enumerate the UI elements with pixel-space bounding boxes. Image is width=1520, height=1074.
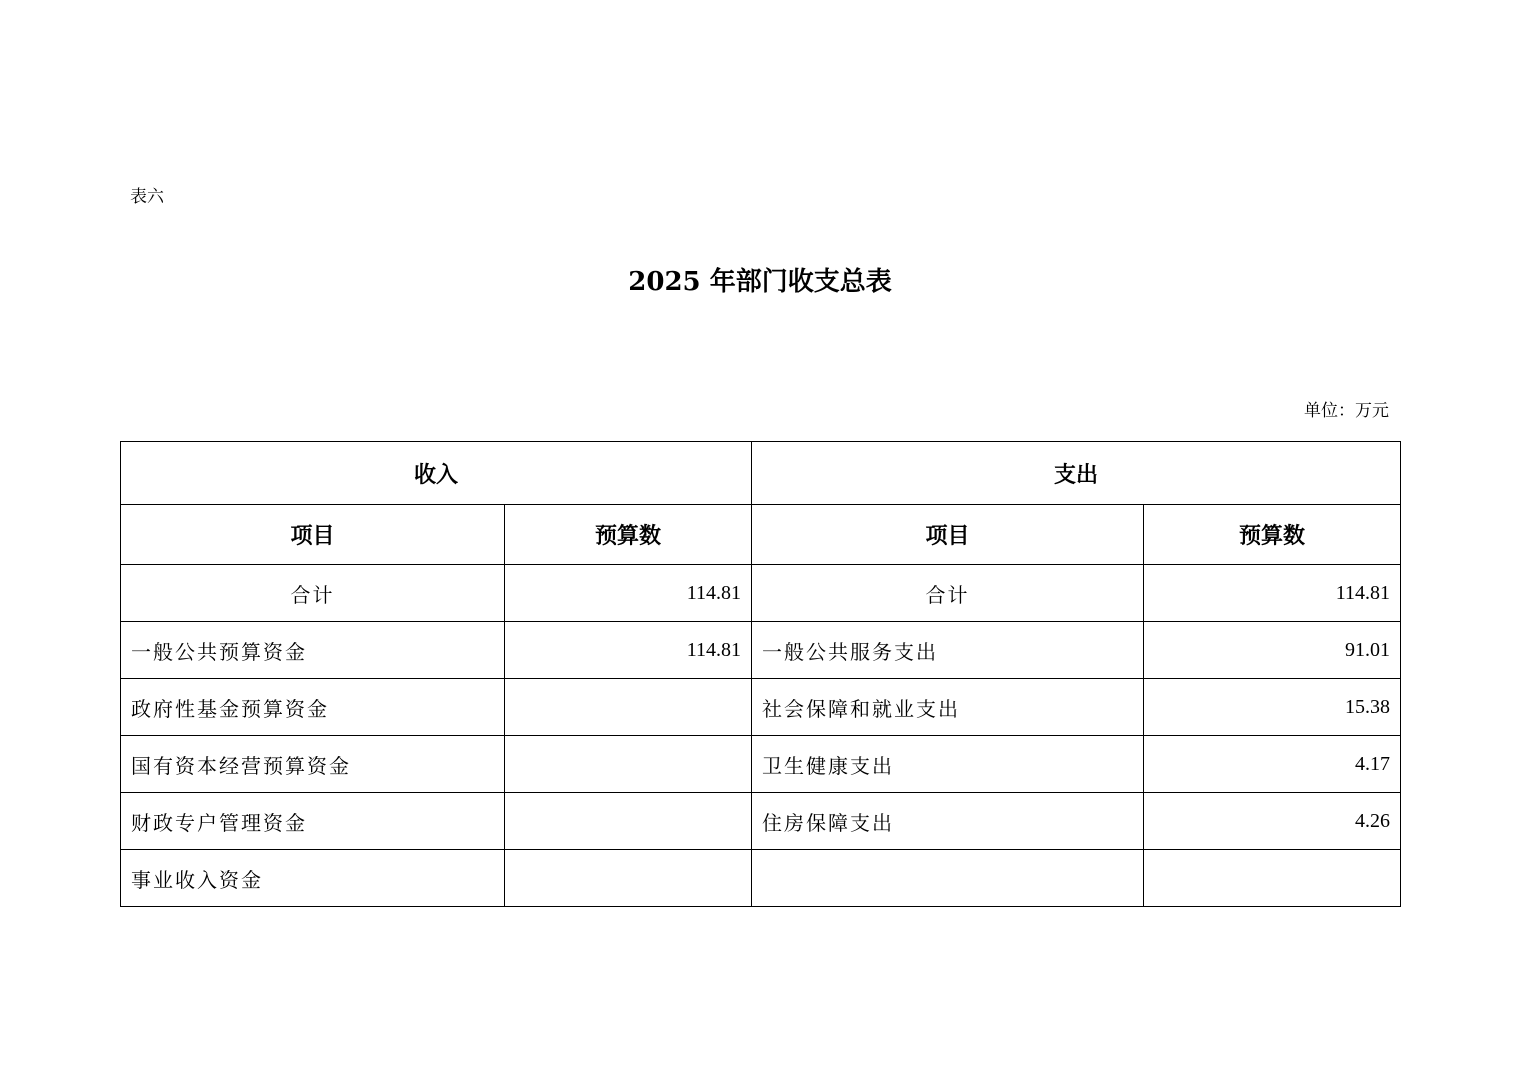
table-row xyxy=(121,850,1401,907)
income-item-header: 项目 xyxy=(121,505,505,565)
page-title: 2025 年部门收支总表 xyxy=(628,267,892,297)
expense-amount-cell: 114.81 xyxy=(1144,565,1401,622)
expense-item-header: 项目 xyxy=(752,505,1144,565)
income-item-cell: 财政专户管理资金 xyxy=(121,793,505,850)
income-amount-cell xyxy=(505,736,752,793)
income-item-cell: 合计 xyxy=(121,565,505,622)
income-amount-cell: 114.81 xyxy=(505,622,752,679)
income-item-cell: 国有资本经营预算资金 xyxy=(121,736,505,793)
expense-amount-cell: 4.26 xyxy=(1144,793,1401,850)
expense-item-cell: 住房保障支出 xyxy=(752,793,1144,850)
table-row xyxy=(121,679,1401,736)
income-amount-cell xyxy=(505,793,752,850)
expense-amount-header: 预算数 xyxy=(1144,505,1401,565)
group-header-row xyxy=(121,442,1401,505)
expense-amount-cell: 4.17 xyxy=(1144,736,1401,793)
expense-amount-cell xyxy=(1144,850,1401,907)
expense-item-cell: 合计 xyxy=(752,565,1144,622)
expense-item-cell: 卫生健康支出 xyxy=(752,736,1144,793)
expense-item-cell xyxy=(752,850,1144,907)
income-amount-cell xyxy=(505,850,752,907)
expense-item-cell: 一般公共服务支出 xyxy=(752,622,1144,679)
unit-label: 单位：万元 xyxy=(1304,401,1389,421)
income-amount-cell xyxy=(505,679,752,736)
budget-summary-table xyxy=(120,441,1401,907)
expense-item-cell: 社会保障和就业支出 xyxy=(752,679,1144,736)
income-amount-header: 预算数 xyxy=(505,505,752,565)
table-row xyxy=(121,622,1401,679)
income-amount-cell: 114.81 xyxy=(505,565,752,622)
total-row xyxy=(121,565,1401,622)
table-row xyxy=(121,736,1401,793)
expense-amount-cell: 91.01 xyxy=(1144,622,1401,679)
table-number-label: 表六 xyxy=(130,187,164,207)
income-item-cell: 政府性基金预算资金 xyxy=(121,679,505,736)
income-group-header: 收入 xyxy=(121,442,752,505)
expense-amount-cell: 15.38 xyxy=(1144,679,1401,736)
expense-group-header: 支出 xyxy=(752,442,1401,505)
table-row xyxy=(121,793,1401,850)
income-item-cell: 事业收入资金 xyxy=(121,850,505,907)
column-header-row xyxy=(121,505,1401,565)
income-item-cell: 一般公共预算资金 xyxy=(121,622,505,679)
